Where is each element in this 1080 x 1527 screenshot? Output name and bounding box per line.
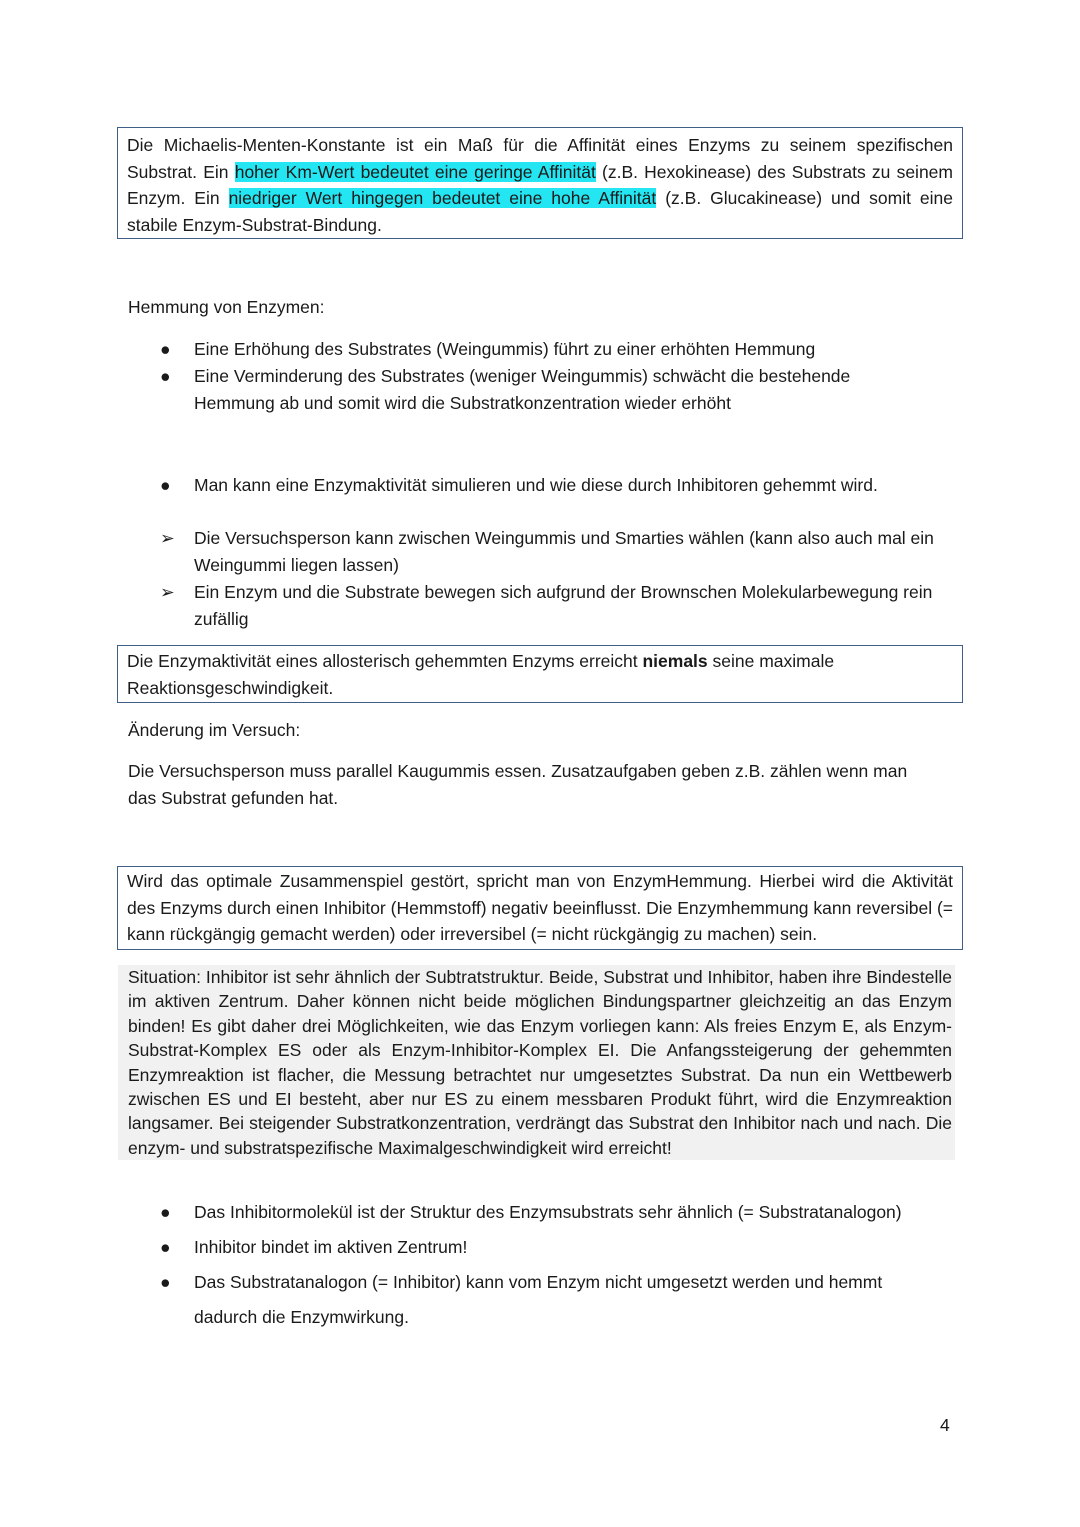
simulation-bullet-list [128, 472, 948, 499]
bullet-icon: ● [160, 1272, 171, 1292]
highlight-high-km: hoher Km-Wert bedeutet eine geringe Affinität [234, 161, 596, 182]
highlight-low-km: niedriger Wert hingegen bedeutet eine hohe Affinität [228, 188, 657, 208]
arrow-right-icon: ➢ [160, 528, 175, 548]
bullet-icon: ● [160, 1237, 171, 1257]
michaelis-menten-text: Die Michaelis-Menten-Konstante ist ein Maß für die Affinität eines Enzyms zu seinem spezifischen Substrat. Ein hoher Km-Wert bedeutet eine geringe Affinität (z.B. Hexokinease) des Substrats zu seinem Enzym. Ein niedriger Wert hingegen bedeutet eine hohe Affinität (z.B. Glucakinease) und somit eine stabile Enzym-Substrat-Bindung. [127, 135, 953, 235]
bullet-icon: ● [160, 475, 171, 495]
inhibitor-bullet-list [128, 1195, 928, 1335]
arrow-list [128, 525, 948, 633]
arrow-right-icon: ➢ [160, 582, 175, 602]
enzymhemmung-text: Wird das optimale Zusammenspiel gestört, spricht man von EnzymHemmung. Hierbei wird die Aktivität des Enzyms durch einen Inhibitor (Hemmstoff) negativ beeinflusst. Die Enzymhemmung kann reversibel (= kann rückgängig gemacht werden) oder irreversibel (= nicht rückgängig zu machen) sein. [127, 871, 953, 944]
enzymhemmung-box [117, 866, 963, 950]
aenderung-heading: Änderung im Versuch: [128, 720, 301, 740]
situation-paragraph: Situation: Inhibitor ist sehr ähnlich der Subtratstruktur. Beide, Substrat und Inhibitor, haben ihre Bindestelle im aktiven Zentrum. Daher können nicht beide möglichen Bindungspartner gleichzeitig an das Enzym binden! Es gibt daher drei Möglichkeiten, wie das Enzym vorliegen kann: Als freies Enzym E, als Enzym-Substrat-Komplex ES oder als Enzym-Inhibitor-Komplex EI. Die Anfangssteigerung der gehemmten Enzymreaktion ist flacher, die Messung betrachtet nur umgesetztes Substrat. Da nun ein Wettbewerb zwischen ES und EI besteht, aber nur ES zu einem messbaren Produkt führt, wird die Enzymreaktion langsamer. Bei steigender Substratkonzentration, verdrängt das Substrat den Inhibitor nach und nach. Die enzym- und substratspezifische Maximalgeschwindigkeit wird erreicht! [118, 965, 955, 1160]
bullet-icon: ● [160, 339, 171, 359]
bullet-icon: ● [160, 1202, 171, 1222]
list-item: ➢ Die Versuchsperson kann zwischen Weingummis und Smarties wählen (kann also auch mal ein Weingummi liegen lassen) [128, 525, 948, 579]
list-item: ➢ Ein Enzym und die Substrate bewegen sich aufgrund der Brownschen Molekularbewegung rein zufällig [128, 579, 948, 633]
list-item: ● Eine Erhöhung des Substrates (Weingummis) führt zu einer erhöhten Hemmung [128, 336, 918, 363]
hemmung-heading: Hemmung von Enzymen: [128, 297, 325, 317]
allosteric-text: Die Enzymaktivität eines allosterisch gehemmten Enzyms erreicht niemals seine maximale Reaktionsgeschwindigkeit. [127, 651, 835, 698]
list-item: ● Eine Verminderung des Substrates (weniger Weingummis) schwächt die bestehende Hemmung ab und somit wird die Substratkonzentration wieder erhöht [128, 363, 918, 417]
list-item: ● Das Substratanalogon (= Inhibitor) kann vom Enzym nicht umgesetzt werden und hemmt dadurch die Enzymwirkung. [128, 1265, 928, 1335]
list-item: ● Man kann eine Enzymaktivität simulieren und wie diese durch Inhibitoren gehemmt wird. [128, 472, 948, 499]
page-number: 4 [940, 1415, 950, 1435]
aenderung-text: Die Versuchsperson muss parallel Kaugummis essen. Zusatzaufgaben geben z.B. zählen wenn man das Substrat gefunden hat. [128, 761, 908, 808]
allosteric-box [117, 645, 963, 703]
list-item: ● Inhibitor bindet im aktiven Zentrum! [128, 1230, 928, 1265]
list-item: ● Das Inhibitormolekül ist der Struktur des Enzymsubstrats sehr ähnlich (= Substratanalogon) [128, 1195, 928, 1230]
hemmung-bullet-list [128, 336, 918, 417]
bullet-icon: ● [160, 366, 171, 386]
michaelis-menten-box [117, 127, 963, 239]
